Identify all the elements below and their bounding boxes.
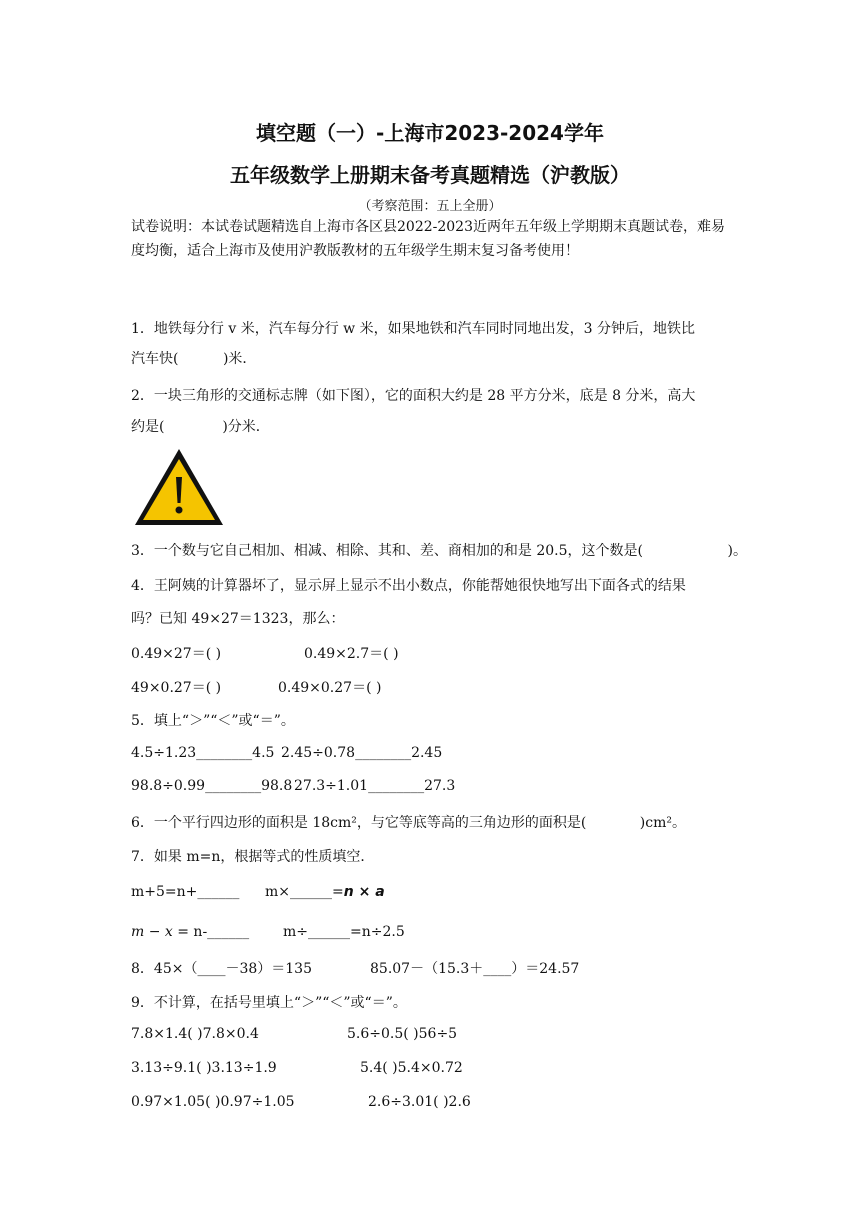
- q7-line: 7．如果 m=n，根据等式的性质填空．: [131, 849, 375, 865]
- q9-line: 9．不计算，在括号里填上“＞”“＜”或“＝”。: [131, 995, 407, 1011]
- q9-item-b2: 5.4( )5.4×0.72: [360, 1060, 463, 1076]
- q9-item-a2: 5.6÷0.5( )56÷5: [347, 1026, 458, 1042]
- q5-row-a: [131, 745, 443, 761]
- q4-line-b: 吗？已知 49×27＝1323，那么：: [131, 611, 345, 627]
- q7-item-a2-text: m×______=: [265, 884, 344, 900]
- doc-title-line2: 五年级数学上册期末备考真题精选（沪教版）: [230, 163, 630, 187]
- q2-line-a: 2．一块三角形的交通标志牌（如下图），它的面积大约是 28 平方分米，底是 8 分米，高大: [131, 388, 696, 404]
- q9-item-b1: 3.13÷9.1( )3.13÷1.9: [131, 1060, 277, 1076]
- q9-item-a1: 7.8×1.4( )7.8×0.4: [131, 1026, 259, 1042]
- q7-item-b1-math: m − x =: [131, 924, 189, 940]
- q8-row: [131, 958, 580, 978]
- q7-item-b2: m÷______=n÷2.5: [283, 924, 405, 940]
- q6-line: 6．一个平行四边形的面积是 18cm²，与它等底等高的三角边形的面积是( )cm²。: [131, 815, 686, 831]
- q7-item-a1: m+5=n+______: [131, 884, 240, 900]
- q4-row-d: [131, 677, 382, 697]
- doc-scope: （考察范围：五上全册）: [358, 199, 502, 214]
- q7-item-b1: n-______: [188, 924, 250, 940]
- q5-item-b2: 27.3÷1.01________27.3: [294, 778, 456, 794]
- q4-item-c2: 0.49×2.7＝( ): [304, 646, 399, 662]
- q5-line: 5．填上“＞”“＜”或“＝”。: [131, 713, 295, 729]
- q7-row-b: [131, 924, 405, 940]
- q9-row-b: [131, 1060, 463, 1076]
- q1-line-a: 1．地铁每分行 v 米，汽车每分行 w 米，如果地铁和汽车同时同地出发，3 分钟后，地铁比: [131, 321, 695, 337]
- q5-item-a1: 4.5÷1.23________4.5: [131, 745, 275, 761]
- q8-item-1: 8．45×（____－38）＝135: [131, 961, 312, 977]
- q9-item-c2: 2.6÷3.01( )2.6: [368, 1094, 471, 1110]
- q7-item-a2: [265, 884, 385, 900]
- q1-line-b: 汽车快( )米．: [131, 351, 257, 367]
- q4-line-a: 4．王阿姨的计算器坏了，显示屏上显示不出小数点，你能帮她很快地写出下面各式的结果: [131, 578, 686, 594]
- q7-row-a: [131, 884, 385, 900]
- q3-line: 3．一个数与它自己相加、相减、相除、其和、差、商相加的和是 20.5，这个数是( )。: [131, 543, 748, 559]
- q5-item-b1: 98.8÷0.99________98.8: [131, 778, 293, 794]
- q9-row-c: [131, 1094, 471, 1110]
- q4-item-d2: 0.49×0.27＝( ): [278, 680, 382, 696]
- q9-row-a: [131, 1026, 458, 1042]
- q4-row-c: [131, 643, 399, 663]
- q8-item-2: 85.07－（15.3＋____）＝24.57: [370, 961, 580, 977]
- q4-item-d1: 49×0.27＝( ): [131, 680, 222, 696]
- q2-line-b: 约是( )分米．: [131, 419, 270, 435]
- warning-sign-icon: [133, 447, 225, 527]
- q9-item-c1: 0.97×1.05( )0.97÷1.05: [131, 1094, 295, 1110]
- doc-intro: 试卷说明：本试卷试题精选自上海市各区县2022-2023近两年五年级上学期期末真题试卷，难易度均衡，适合上海市及使用沪教版教材的五年级学生期末复习备考使用！: [131, 219, 725, 259]
- q4-item-c1: 0.49×27＝( ): [131, 646, 222, 662]
- doc-title-line1: 填空题（一）-上海市2023-2024学年: [256, 121, 604, 145]
- q5-item-a2: 2.45÷0.78________2.45: [281, 745, 443, 761]
- q7-item-a2-math: n × a: [343, 884, 385, 900]
- q5-row-b: [131, 778, 456, 794]
